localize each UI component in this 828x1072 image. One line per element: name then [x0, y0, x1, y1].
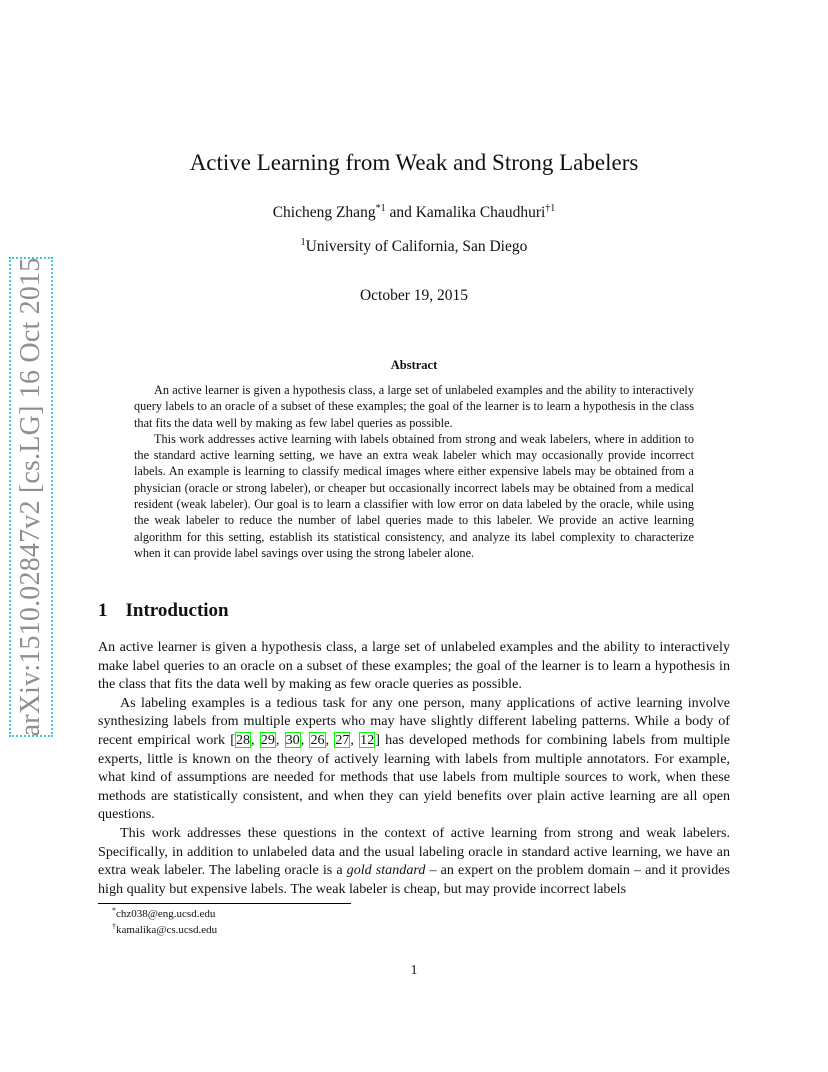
author-2-marker: †1 — [545, 203, 556, 214]
author-1-name: Chicheng Zhang — [272, 204, 376, 221]
citation-link[interactable]: 12 — [360, 731, 375, 748]
author-1-marker: *1 — [375, 203, 386, 214]
footnote-marker: † — [112, 921, 116, 931]
citation-link[interactable]: 26 — [310, 731, 325, 748]
section-heading — [98, 600, 229, 622]
paragraph-text: As labeling examples is a tedious task for any one person, many applications of active learning involve synthesizing labels from multiple experts who may have slightly different labeling patterns. While a body of recent empirical work [ — [98, 694, 730, 748]
footnote-email: chz038@eng.ucsd.edu — [116, 908, 216, 920]
abstract-paragraph: An active learner is given a hypothesis class, a large set of unlabeled examples and the ability to interactively query labels to an oracle of a subset of these examples; the goal of the learner is to learn a hypothesis in the class that fits the data well by making as few label queries as possible. — [134, 383, 694, 430]
citation-link[interactable]: 28 — [235, 731, 251, 748]
affiliation-name: University of California, San Diego — [305, 238, 528, 255]
citation-link[interactable]: 30 — [285, 731, 300, 748]
paper-title: Active Learning from Weak and Strong Labelers — [189, 150, 639, 175]
section-number: 1 — [98, 600, 108, 621]
footnote-email: kamalika@cs.ucsd.edu — [116, 923, 218, 936]
author-line — [0, 204, 828, 222]
publication-date: October 19, 2015 — [359, 287, 469, 304]
introduction-body — [98, 638, 730, 898]
author-2-name: Kamalika Chaudhuri — [415, 204, 546, 221]
footnote-marker: * — [112, 906, 116, 915]
body-paragraph: An active learner is given a hypothesis class, a large set of unlabeled examples and the ability to interactively make label queries to an oracle on a subset of these examples; the goal of the learner is to learn a hypothesis in the class that fits the data well by making as few oracle queries as possible. — [98, 639, 730, 693]
affiliation-line — [0, 238, 828, 256]
footnote-divider — [98, 903, 351, 904]
footnote-item — [112, 923, 217, 939]
body-paragraph: As labeling examples is a tedious task for any one person, many applications of active learning involve synthesizing labels from multiple experts who may have slightly different labeling patterns. While a body of recent empirical work [28, 29, 30, 26, 27, 12] has developed methods for combining labels from multiple experts, little is known on the theory of actively learning with labels from multiple annotators. For example, what kind of assumptions are needed for methods that use labels from multiple sources to work, when these methods are statistically consistent, and when they can yield benefits over plain active learning are all open questions. — [98, 694, 731, 823]
footnote-item — [112, 907, 217, 923]
abstract-paragraph: This work addresses active learning with labels obtained from strong and weak labelers, where in addition to the standard active learning setting, we have an extra weak labeler which may occasionally provide incorrect labels. An example is learning to classify medical images where either expensive labels may be obtained from a physician (oracle or strong labeler), or cheaper but occasionally incorrect labels may be obtained from a medical resident (weak labeler). Our goal is to learn a classifier with low error on data labeled by the oracle, while using the weak labeler to reduce the number of label queries made to this labeler. We provide an active learning algorithm for this setting, establish its statistical consistency, and analyze its label complexity to characterize when it can provide label savings over using the strong labeler alone. — [134, 431, 694, 560]
abstract-heading: Abstract — [390, 358, 438, 372]
section-title: Introduction — [125, 600, 229, 621]
body-paragraph — [98, 824, 730, 898]
affiliation-marker: 1 — [300, 237, 306, 248]
paragraph-text: – an expert on the problem domain – and it provides high quality but expensive labels. The weak labeler is cheap, but may provide incorrect labels — [98, 862, 731, 897]
footnotes — [112, 907, 217, 938]
page-number: 1 — [410, 962, 418, 977]
abstract-body — [134, 382, 694, 561]
citation-link[interactable]: 27 — [335, 731, 350, 748]
paragraph-text: This work addresses these questions in the context of active learning from strong and weak labelers. Specifically, in addition to unlabeled data and the usual labeling oracle in standard active learning, we have an extra weak labeler. The labeling oracle is a — [98, 824, 730, 879]
paragraph-text: ] has developed methods for combining labels from multiple experts, little is known on the theory of actively learning with labels from multiple annotators. For example, what kind of assumptions are needed for methods that use labels from multiple sources to work, when these methods are statistically consistent, and when they can yield benefits over plain active learning are all open questions. — [98, 731, 731, 823]
author-conjunction: and — [385, 204, 416, 221]
citation-link[interactable]: 29 — [260, 731, 275, 748]
arxiv-identifier-stamp: arXiv:1510.02847v2 [cs.LG] 16 Oct 2015 — [9, 257, 53, 737]
emphasized-term: gold standard — [346, 862, 426, 879]
